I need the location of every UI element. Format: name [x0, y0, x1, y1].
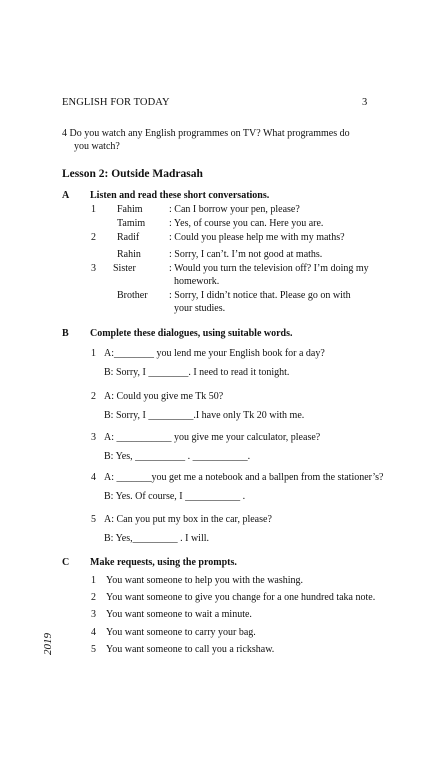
request-prompt: You want someone to help you with the washing.: [106, 575, 304, 586]
dialog-line: : Can I borrow your pen, please?: [169, 204, 300, 215]
dialogue-line-a: A: ___________ you give me your calculator, please?: [104, 432, 321, 443]
section-b-letter: B: [62, 328, 69, 339]
dialog-line: : Could you please help me with my maths?: [169, 232, 345, 243]
dialog-number: 1: [91, 204, 96, 215]
dialogue-line-a: A: Could you give me Tk 50?: [104, 391, 224, 402]
margin-year: 2019: [42, 633, 54, 655]
dialog-line-continued: homework.: [174, 276, 220, 287]
section-b-instruction: Complete these dialogues, using suitable words.: [90, 328, 293, 339]
item-number: 3: [91, 609, 96, 620]
dialog-speaker: Brother: [117, 290, 148, 301]
dialogue-line-a: A: _______you get me a notebook and a ballpen from the stationer’s?: [104, 472, 384, 483]
question-4-line1: 4 Do you watch any English programmes on TV? What programmes do: [62, 128, 350, 139]
item-number: 5: [91, 514, 96, 525]
dialogue-line-b: B: Yes. Of course, I ___________ .: [104, 491, 246, 502]
item-number: 3: [91, 432, 96, 443]
dialogue-line-a: A: Can you put my box in the car, please?: [104, 514, 272, 525]
item-number: 4: [91, 627, 96, 638]
section-a-instruction: Listen and read these short conversations.: [90, 190, 270, 201]
request-prompt: You want someone to carry your bag.: [106, 627, 256, 638]
dialogue-line-b: B: Sorry, I ________. I need to read it tonight.: [104, 367, 290, 378]
dialog-line: : Sorry, I didn’t notice that. Please go on with: [169, 290, 351, 301]
page-number: 3: [362, 97, 368, 108]
request-prompt: You want someone to wait a minute.: [106, 609, 252, 620]
item-number: 1: [91, 575, 96, 586]
item-number: 2: [91, 391, 96, 402]
dialog-speaker: Fahim: [117, 204, 143, 215]
dialogue-line-b: B: Sorry, I _________.I have only Tk 20 with me.: [104, 410, 305, 421]
dialogue-line-a: A:________ you lend me your English book for a day?: [104, 348, 325, 359]
dialog-line: : Sorry, I can’t. I’m not good at maths.: [169, 249, 323, 260]
lesson-title: Lesson 2: Outside Madrasah: [62, 168, 203, 180]
dialogue-line-b: B: Yes, __________ . ___________.: [104, 451, 251, 462]
dialog-speaker: Sister: [113, 263, 136, 274]
section-a-letter: A: [62, 190, 70, 201]
section-c-letter: C: [62, 557, 70, 568]
request-prompt: You want someone to give you change for a one hundred taka note.: [106, 592, 376, 603]
item-number: 1: [91, 348, 96, 359]
request-prompt: You want someone to call you a rickshaw.: [106, 644, 275, 655]
dialog-speaker: Tamim: [117, 218, 146, 229]
dialog-line: : Yes, of course you can. Here you are.: [169, 218, 324, 229]
item-number: 5: [91, 644, 96, 655]
item-number: 4: [91, 472, 96, 483]
item-number: 2: [91, 592, 96, 603]
dialogue-line-b: B: Yes,_________ . I will.: [104, 533, 210, 544]
dialog-line-continued: your studies.: [174, 303, 226, 314]
section-c-instruction: Make requests, using the prompts.: [90, 557, 237, 568]
dialog-line: : Would you turn the television off? I’m doing my: [169, 263, 369, 274]
running-header-title: ENGLISH FOR TODAY: [62, 97, 170, 108]
question-4-line2: you watch?: [74, 141, 120, 152]
dialog-number: 2: [91, 232, 96, 243]
dialog-speaker: Radif: [117, 232, 140, 243]
dialog-number: 3: [91, 263, 96, 274]
dialog-speaker: Rahin: [117, 249, 141, 260]
